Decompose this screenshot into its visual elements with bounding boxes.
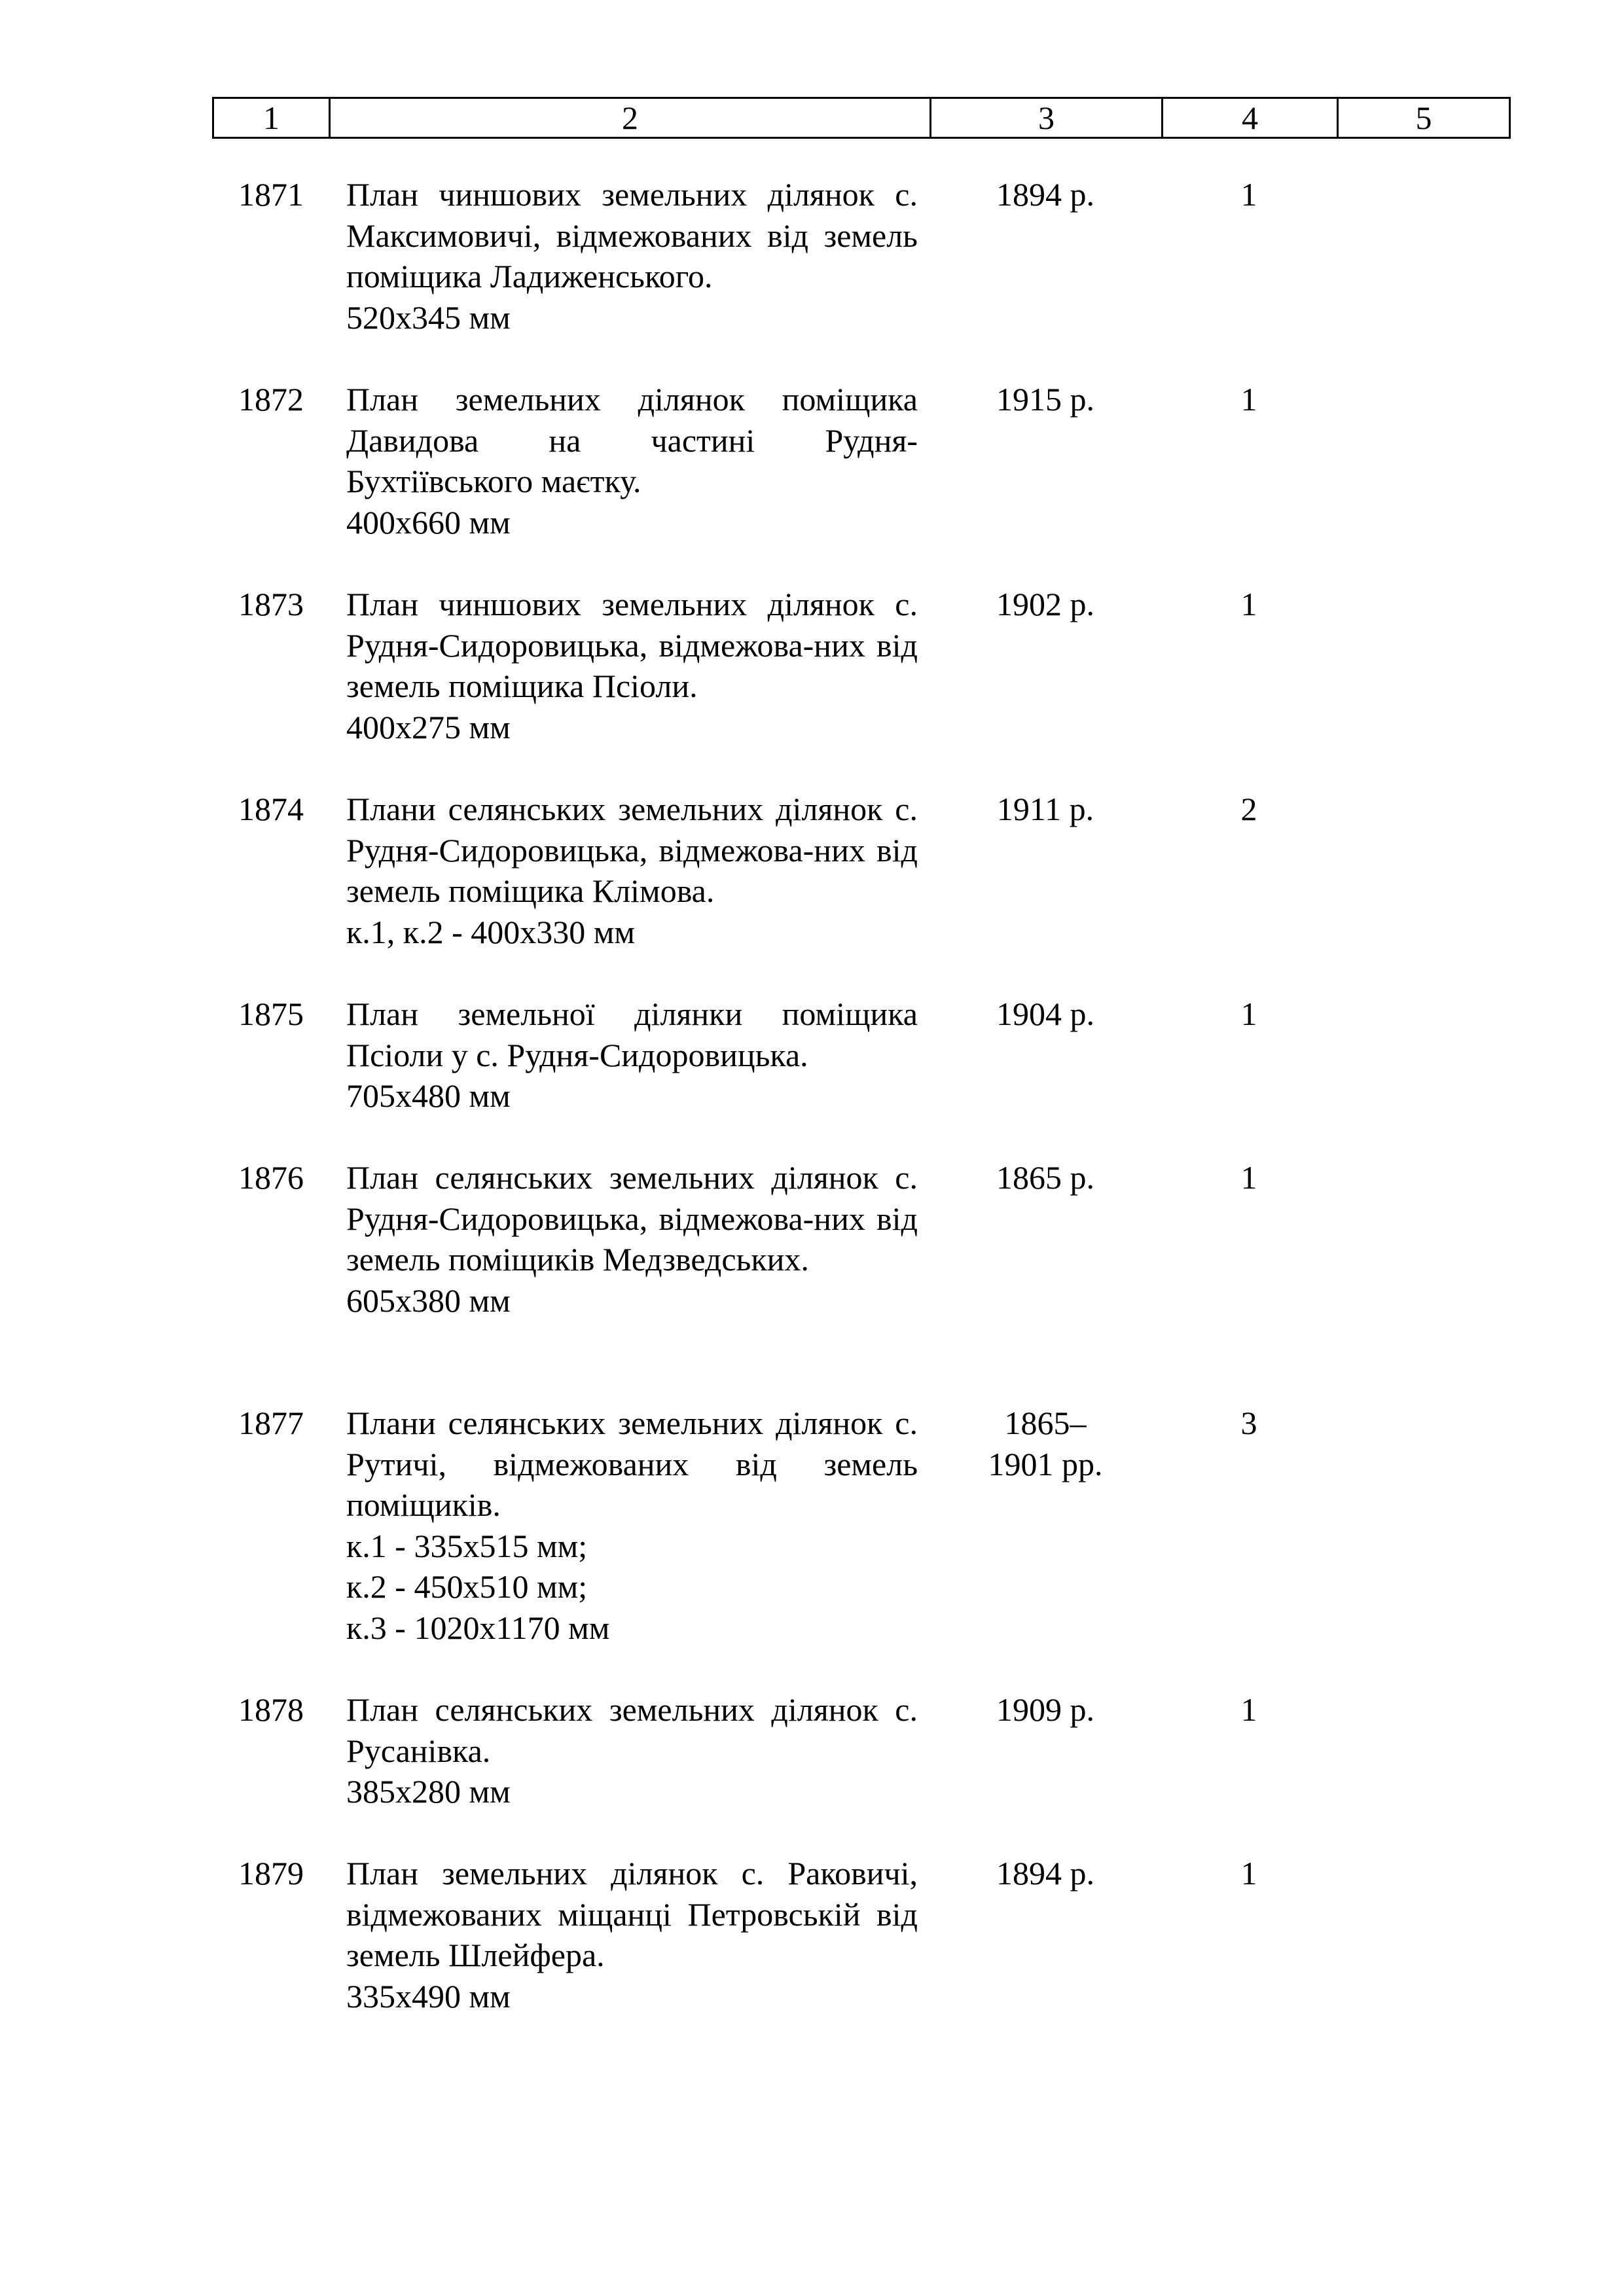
record-date-line: 1902 р. (996, 586, 1094, 622)
table-row (212, 1853, 1511, 2017)
record-date-line: 1909 р. (996, 1691, 1094, 1728)
table-row (212, 1157, 1511, 1321)
record-date (929, 789, 1161, 830)
record-dimensions: к.1, к.2 - 400х330 мм (346, 913, 636, 950)
record-title: План селянських земельних ділянок с. Рудня-Сидоровицька, відмежова-них від земель поміщиків Медзведських. (346, 1159, 918, 1278)
record-number: 1877 (238, 1405, 304, 1441)
record-dimensions: к.1 - 335х515 мм; (346, 1527, 588, 1564)
record-count: 1 (1240, 176, 1257, 213)
record-count: 3 (1240, 1405, 1257, 1441)
record-title: Плани селянських земельних ділянок с. Рудня-Сидоровицька, відмежова-них від земель поміщика Клімова. (346, 791, 918, 909)
record-number: 1872 (238, 381, 304, 418)
record-count: 1 (1240, 586, 1257, 622)
table-row (212, 789, 1511, 952)
record-number: 1873 (238, 586, 304, 622)
record-dimensions: 335х490 мм (346, 1977, 511, 2015)
record-date (929, 1689, 1161, 1731)
record-date (929, 994, 1161, 1035)
record-description (346, 994, 918, 1117)
record-title: Плани селянських земельних ділянок с. Рутичі, відмежованих від земель поміщиків. (346, 1405, 918, 1523)
record-number: 1874 (238, 791, 304, 827)
record-title: План земельних ділянок с. Раковичі, відмежованих міщанці Петровській від земель Шлейфера. (346, 1855, 918, 1973)
column-header-4: 4 (1163, 99, 1339, 137)
column-header-2: 2 (331, 99, 931, 137)
record-dimensions: 400х275 мм (346, 708, 511, 745)
record-title: План чиншових земельних ділянок с. Максимовичі, відмежованих від земель поміщика Ладиженського. (346, 176, 918, 295)
record-description (346, 1689, 918, 1812)
column-header-3: 3 (931, 99, 1163, 137)
table-row (212, 1403, 1511, 1648)
record-date-line: 1901 рр. (988, 1445, 1103, 1482)
record-number: 1878 (238, 1691, 304, 1728)
record-date (929, 1157, 1161, 1198)
table-row (212, 584, 1511, 747)
record-date-line: 1911 р. (996, 791, 1094, 827)
table-row (212, 379, 1511, 543)
record-date (929, 1403, 1161, 1484)
record-dimensions: 605х380 мм (346, 1282, 511, 1319)
record-dimensions: 520х345 мм (346, 298, 511, 336)
record-title: План земельної ділянки поміщика Псіоли у с. Рудня-Сидоровицька. (346, 996, 918, 1073)
record-number: 1879 (238, 1855, 304, 1892)
record-description (346, 1403, 918, 1648)
record-date-line: 1915 р. (996, 381, 1094, 418)
record-description (346, 789, 918, 952)
record-date-line: 1894 р. (996, 1855, 1094, 1892)
table-row (212, 1689, 1511, 1812)
record-number: 1875 (238, 996, 304, 1032)
record-description (346, 379, 918, 543)
table-row (212, 174, 1511, 338)
record-date (929, 1853, 1161, 1894)
record-dimensions: 705х480 мм (346, 1077, 511, 1114)
record-description (346, 1157, 918, 1321)
record-count: 2 (1240, 791, 1257, 827)
record-date (929, 584, 1161, 625)
record-title: План земельних ділянок поміщика Давидова на частині Рудня-Бухтіївського маєтку. (346, 381, 918, 499)
record-date (929, 379, 1161, 420)
record-count: 1 (1240, 1691, 1257, 1728)
record-number: 1876 (238, 1159, 304, 1196)
record-date-line: 1904 р. (996, 996, 1094, 1032)
column-header-1: 1 (214, 99, 331, 137)
column-header-row (212, 97, 1511, 139)
record-date-line: 1894 р. (996, 176, 1094, 213)
record-dimensions: 400х660 мм (346, 503, 511, 541)
record-count: 1 (1240, 381, 1257, 418)
record-description (346, 1853, 918, 2017)
record-dimensions: к.3 - 1020х1170 мм (346, 1609, 610, 1646)
record-dimensions: 385х280 мм (346, 1773, 511, 1810)
record-title: План селянських земельних ділянок с. Русанівка. (346, 1691, 918, 1769)
record-date-line: 1865 р. (996, 1159, 1094, 1196)
record-dimensions: к.2 - 450х510 мм; (346, 1568, 588, 1605)
record-title: План чиншових земельних ділянок с. Рудня-Сидоровицька, відмежова-них від земель поміщика Псіоли. (346, 586, 918, 704)
record-date (929, 174, 1161, 215)
record-date-line: 1865– (1004, 1405, 1087, 1441)
record-number: 1871 (238, 176, 304, 213)
column-header-5: 5 (1415, 99, 1432, 136)
record-count: 1 (1240, 1855, 1257, 1892)
table-row (212, 994, 1511, 1117)
record-description (346, 174, 918, 338)
record-count: 1 (1240, 996, 1257, 1032)
record-description (346, 584, 918, 747)
record-count: 1 (1240, 1159, 1257, 1196)
